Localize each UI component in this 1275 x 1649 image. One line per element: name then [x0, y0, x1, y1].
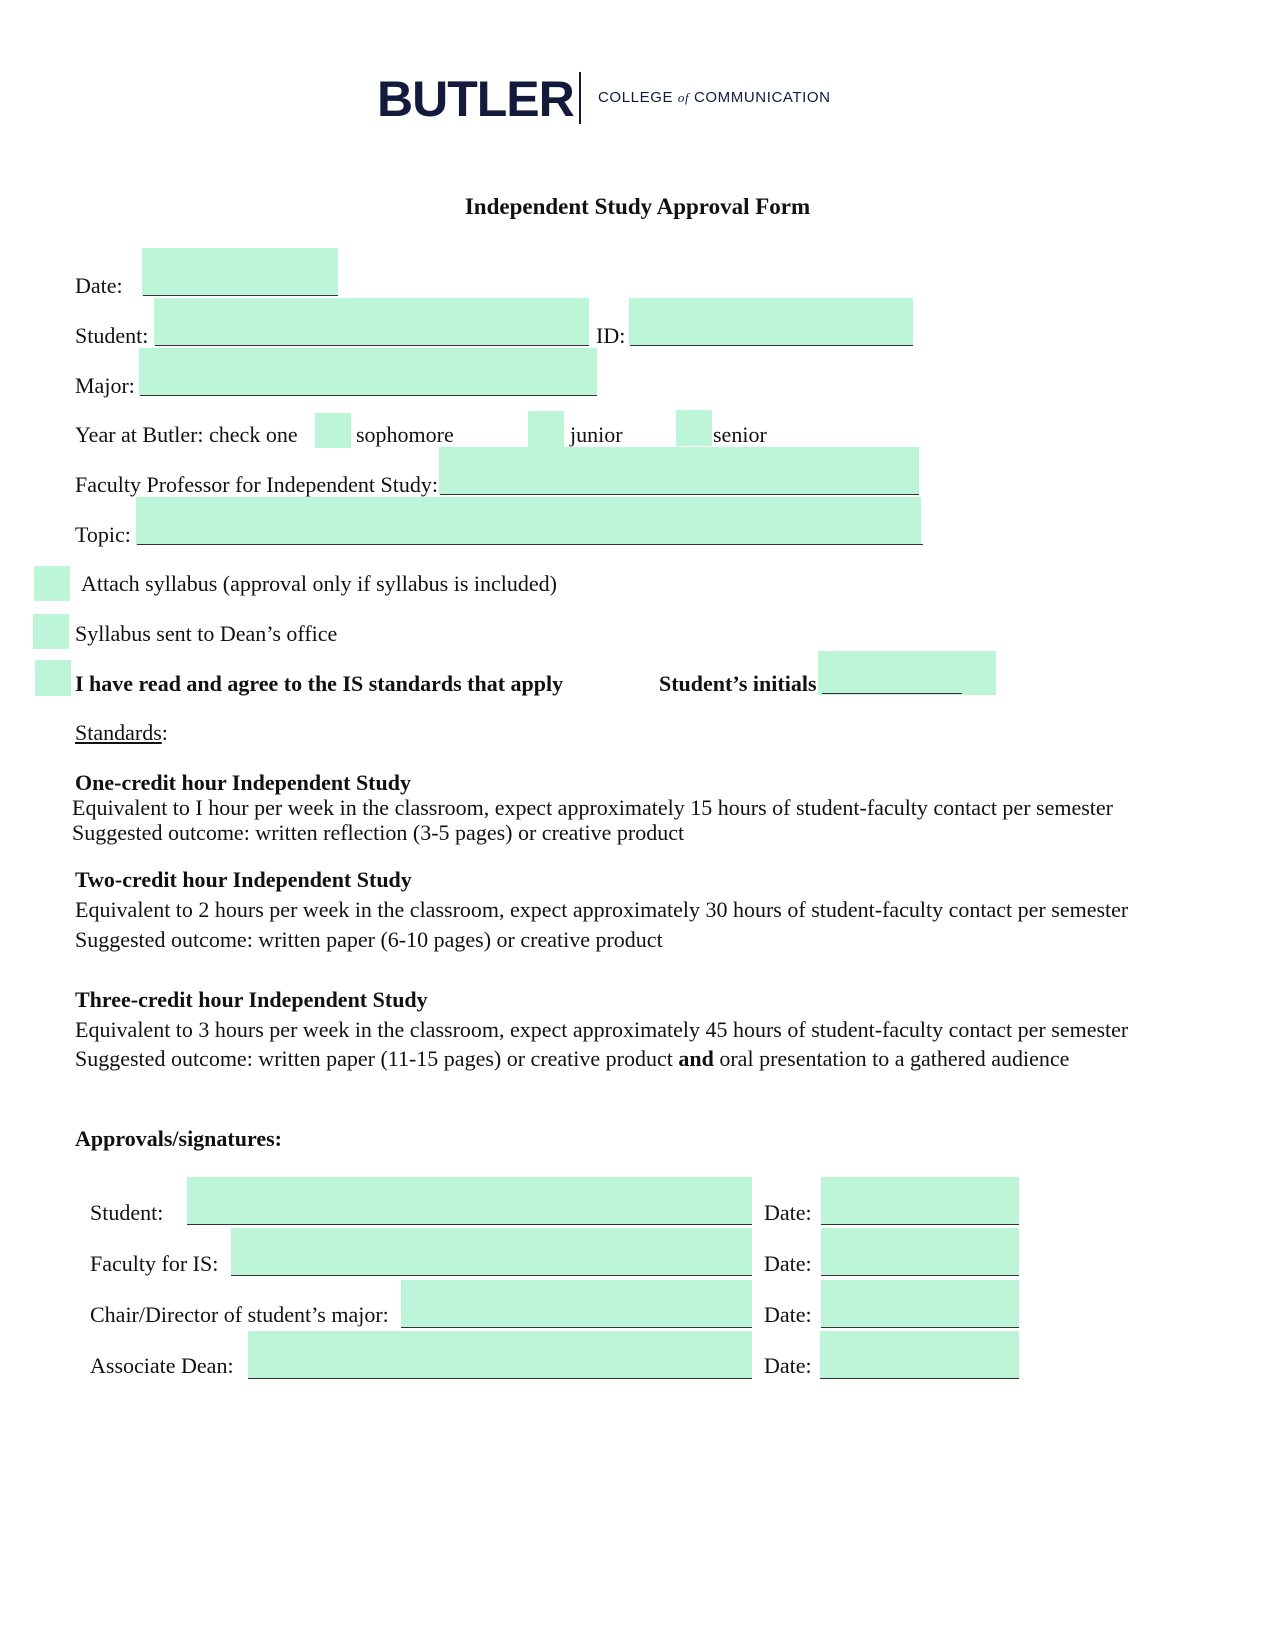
syllabus-sent-checkbox[interactable]	[33, 614, 69, 649]
two-credit-title: Two-credit hour Independent Study	[75, 867, 412, 892]
topic-field[interactable]	[136, 497, 921, 545]
approval-dean-date-label: Date:	[764, 1353, 812, 1378]
approval-faculty-date[interactable]	[821, 1228, 1019, 1276]
student-name-field[interactable]	[154, 298, 589, 346]
junior-checkbox[interactable]	[528, 411, 564, 447]
approval-chair-date-underline	[821, 1327, 1019, 1328]
three-credit-line2	[75, 1047, 1069, 1071]
approval-student-signature[interactable]	[187, 1177, 752, 1225]
topic-label: Topic:	[75, 522, 131, 547]
approval-student-date[interactable]	[821, 1177, 1019, 1225]
initials-label: Student’s initials	[659, 671, 817, 696]
approval-faculty-label: Faculty for IS:	[90, 1251, 219, 1276]
approval-chair-underline	[401, 1327, 752, 1328]
logo-college-name	[598, 89, 831, 106]
major-field[interactable]	[139, 348, 597, 396]
year-label: Year at Butler: check one	[75, 422, 298, 447]
sophomore-checkbox[interactable]	[315, 413, 351, 448]
one-credit-title: One-credit hour Independent Study	[75, 770, 411, 795]
approval-faculty-date-label: Date:	[764, 1251, 812, 1276]
logo-college: COLLEGE	[598, 89, 674, 106]
major-underline	[140, 395, 597, 396]
logo-of: of	[677, 90, 690, 105]
one-credit-line1: Equivalent to I hour per week in the classroom, expect approximately 15 hours of student-faculty contact per semester	[72, 795, 1113, 820]
two-credit-line2: Suggested outcome: written paper (6-10 pages) or creative product	[75, 927, 663, 952]
faculty-underline	[440, 494, 919, 495]
approval-dean-label: Associate Dean:	[90, 1353, 234, 1378]
approval-student-label: Student:	[90, 1200, 164, 1225]
approval-student-date-underline	[821, 1224, 1019, 1225]
date-label: Date:	[75, 273, 123, 298]
date-underline	[143, 295, 338, 296]
faculty-field[interactable]	[439, 447, 919, 495]
approval-student-underline	[187, 1224, 752, 1225]
two-credit-line1: Equivalent to 2 hours per week in the classroom, expect approximately 30 hours of student-faculty contact per semester	[75, 897, 1129, 922]
syllabus-sent-label: Syllabus sent to Dean’s office	[75, 621, 338, 646]
approval-chair-signature[interactable]	[401, 1280, 752, 1328]
initials-underline	[822, 693, 962, 694]
attach-syllabus-checkbox[interactable]	[34, 566, 70, 601]
topic-underline	[137, 544, 923, 545]
major-label: Major:	[75, 373, 135, 398]
standards-heading	[75, 721, 168, 745]
three-credit-line1: Equivalent to 3 hours per week in the classroom, expect approximately 45 hours of student-faculty contact per semester	[75, 1017, 1129, 1042]
logo	[377, 70, 847, 130]
student-underline	[155, 345, 589, 346]
three-credit-line2-bold: and	[678, 1046, 714, 1071]
agree-label: I have read and agree to the IS standards that apply	[75, 671, 564, 696]
senior-checkbox[interactable]	[676, 410, 712, 446]
initials-field[interactable]	[818, 651, 996, 695]
date-field[interactable]	[142, 248, 338, 296]
junior-label: junior	[570, 422, 623, 447]
id-label: ID:	[596, 323, 626, 348]
three-credit-line2-b: oral presentation to a gathered audience	[713, 1046, 1070, 1071]
approval-student-date-label: Date:	[764, 1200, 812, 1225]
three-credit-line2-a: Suggested outcome: written paper (11-15 pages) or creative product	[75, 1046, 679, 1071]
approval-dean-date[interactable]	[820, 1331, 1019, 1379]
approval-faculty-signature[interactable]	[231, 1228, 752, 1276]
one-credit-line2: Suggested outcome: written reflection (3-5 pages) or creative product	[72, 820, 685, 845]
three-credit-title: Three-credit hour Independent Study	[75, 987, 428, 1012]
approval-faculty-date-underline	[821, 1275, 1019, 1276]
approval-chair-label: Chair/Director of student’s major:	[90, 1302, 389, 1327]
faculty-label: Faculty Professor for Independent Study:	[75, 472, 438, 497]
id-field[interactable]	[629, 298, 913, 346]
approval-chair-date-label: Date:	[764, 1302, 812, 1327]
approval-faculty-underline	[231, 1275, 752, 1276]
form-title: Independent Study Approval Form	[464, 194, 811, 219]
student-label: Student:	[75, 323, 149, 348]
standards-colon: :	[161, 720, 168, 745]
senior-label: senior	[713, 422, 767, 447]
logo-communication: COMMUNICATION	[693, 89, 831, 106]
approval-dean-underline	[248, 1378, 752, 1379]
standards-heading-text: Standards	[75, 720, 162, 745]
logo-divider	[579, 72, 581, 124]
approval-dean-date-underline	[820, 1378, 1019, 1379]
id-underline	[630, 345, 913, 346]
approvals-heading: Approvals/signatures:	[75, 1126, 283, 1151]
attach-syllabus-label: Attach syllabus (approval only if syllabus is included)	[81, 571, 557, 596]
agree-checkbox[interactable]	[35, 660, 71, 696]
logo-wordmark: BUTLER	[377, 71, 574, 127]
approval-chair-date[interactable]	[821, 1280, 1019, 1328]
sophomore-label: sophomore	[356, 422, 454, 447]
approval-dean-signature[interactable]	[248, 1331, 752, 1379]
